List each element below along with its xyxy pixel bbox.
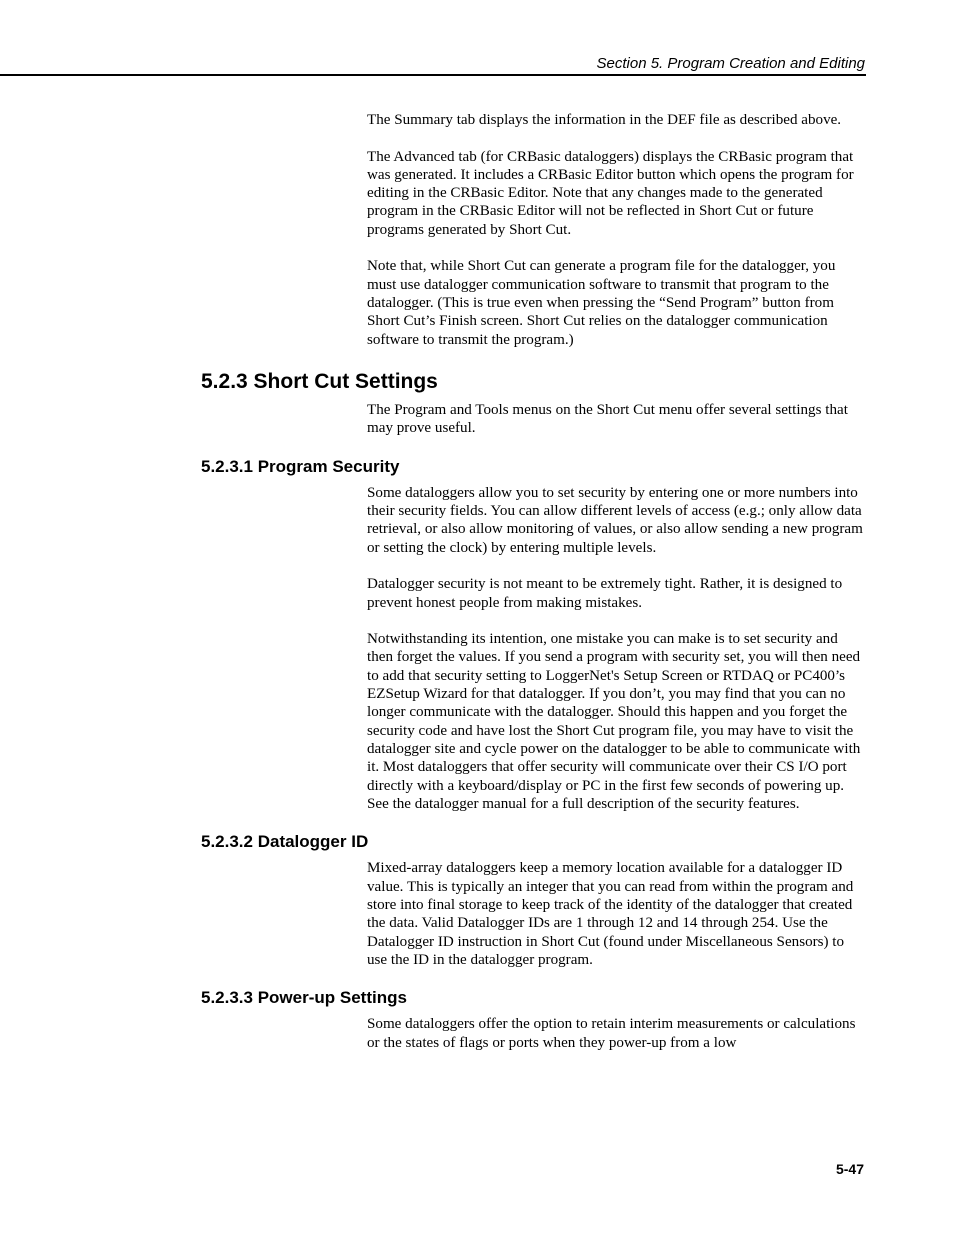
communication-note-paragraph: Note that, while Short Cut can generate a program file for the datalogger, you must use datalogger communication software to transmit that program to the datalogger. (This is true even when pressing the “Send Program” button from Short Cut’s Finish screen. Short Cut relies on the datalogger communication software to transmit the program.)	[367, 258, 836, 348]
header-rule	[0, 74, 866, 76]
program-security-paragraph-2: Datalogger security is not meant to be extremely tight. Rather, it is designed to prevent honest people from making mistakes.	[367, 576, 843, 611]
datalogger-id-paragraph: Mixed-array dataloggers keep a memory location available for a datalogger ID value. This is typically an integer that you can read from within the program and store into final storage to keep track of the identity of the datalogger that created the data. Valid Datalogger IDs are 1 through 12 and 14 through 254. Use the Datalogger ID instruction in Short Cut (found under Miscellaneous Sensors) to use the ID in the datalogger program.	[367, 860, 854, 968]
summary-tab-paragraph: The Summary tab displays the information in the DEF file as described above.	[367, 112, 842, 128]
subsection-heading-power-up-settings: 5.2.3.3 Power-up Settings	[201, 988, 407, 1008]
program-security-paragraph-3: Notwithstanding its intention, one mistake you can make is to set security and then forget the values. If you send a program with security set, you will then need to add that security setting to LoggerNet's Setup Screen or RTDAQ or PC400’s EZSetup Wizard for that datalogger. If you don’t, you may find that you can no longer communicate with the datalogger. Should this happen and you forget the security code and have lost the Short Cut program file, you may have to visit the datalogger site and cycle power on the datalogger to be able to communicate with it. Most dataloggers that offer security will communicate over their CS I/O port directly with a keyboard/display or PC in the first few seconds of powering up. See the datalogger manual for a full description of the security features.	[367, 631, 861, 812]
running-header: Section 5. Program Creation and Editing	[596, 55, 865, 72]
subsection-heading-datalogger-id: 5.2.3.2 Datalogger ID	[201, 832, 369, 852]
section-heading-short-cut-settings: 5.2.3 Short Cut Settings	[201, 369, 438, 393]
subsection-heading-program-security: 5.2.3.1 Program Security	[201, 456, 400, 476]
program-security-paragraph-1: Some dataloggers allow you to set security by entering one or more numbers into their security fields. You can allow different levels of access (e.g.; only allow data retrieval, or also allow monitoring of values, or also allow sending a new program or setting the clock) by entering multiple levels.	[367, 484, 863, 556]
power-up-settings-paragraph: Some dataloggers offer the option to retain interim measurements or calculations or the states of flags or ports when they power-up from a low	[367, 1016, 856, 1051]
advanced-tab-paragraph: The Advanced tab (for CRBasic dataloggers) displays the CRBasic program that was generated. It includes a CRBasic Editor button which opens the program for editing in the CRBasic Editor. Note that any changes made to the generated program in the CRBasic Editor will not be reflected in Short Cut or future programs generated by Short Cut.	[367, 148, 854, 238]
short-cut-settings-intro: The Program and Tools menus on the Short Cut menu offer several settings that may prove useful.	[367, 401, 848, 437]
page-number: 5-47	[835, 1161, 864, 1177]
page-content	[0, 111, 954, 1070]
